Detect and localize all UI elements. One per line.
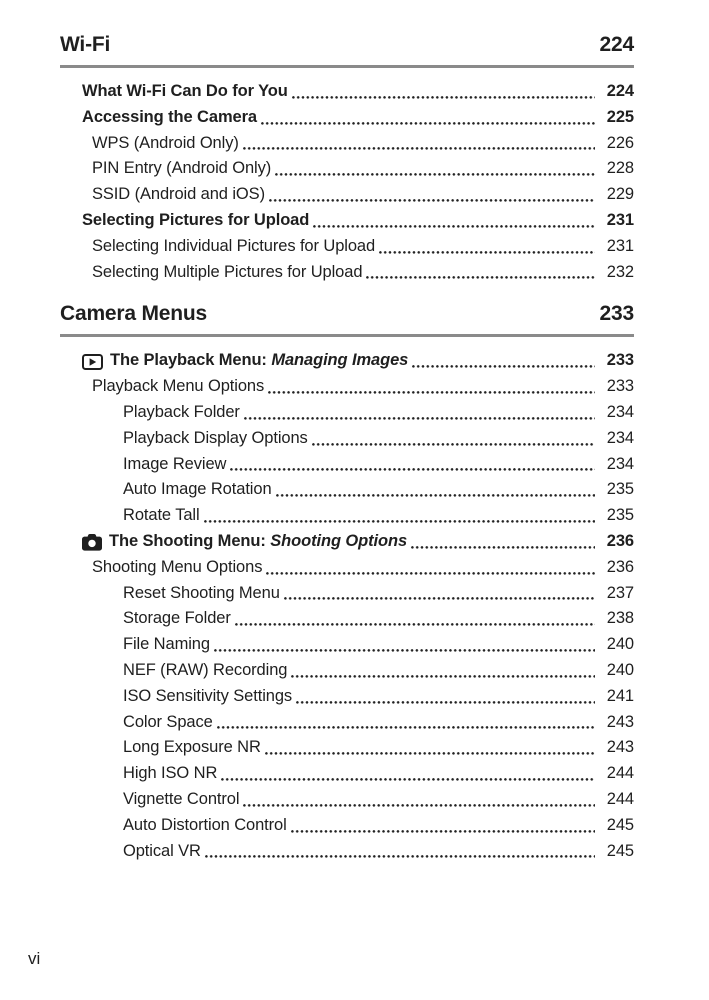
dot-leader — [268, 391, 595, 394]
dot-leader — [266, 572, 595, 575]
toc-entry-label: Selecting Multiple Pictures for Upload — [92, 262, 363, 281]
toc-entry-selecting-individual-pictures-for-upload[interactable] — [60, 234, 634, 260]
toc-entry-nef-raw-recording[interactable] — [60, 658, 634, 684]
toc-entry-color-space[interactable] — [60, 710, 634, 736]
toc-entry-the-playback-menu[interactable] — [60, 348, 634, 374]
dot-leader — [221, 778, 595, 781]
toc-entry-label: Playback Folder — [123, 402, 240, 421]
dot-leader — [214, 649, 595, 652]
section-page-number: 224 — [599, 33, 634, 56]
toc-entry-page-number: 235 — [606, 480, 634, 499]
toc-entry-page-number: 234 — [606, 428, 634, 447]
toc-entry-page-number: 233 — [606, 351, 634, 370]
toc-entry-long-exposure-nr[interactable] — [60, 735, 634, 761]
dot-leader — [243, 147, 595, 150]
toc-entry-label: File Naming — [123, 635, 210, 654]
toc-entry-label: PIN Entry (Android Only) — [92, 159, 272, 178]
toc-entry-label: The Shooting Menu: — [109, 531, 271, 550]
toc-entry-page-number: 245 — [606, 841, 634, 860]
toc-entry-playback-folder[interactable] — [60, 400, 634, 426]
toc-entry-page-number: 240 — [606, 635, 634, 654]
toc-entry-accessing-the-camera[interactable] — [60, 105, 634, 131]
toc-entry-page-number: 232 — [606, 262, 634, 281]
toc-entry-label: Playback Display Options — [123, 428, 308, 447]
dot-leader — [291, 675, 595, 678]
toc-entry-page-number: 240 — [606, 660, 634, 679]
section-page-number: 233 — [599, 302, 634, 326]
dot-leader — [284, 597, 595, 600]
toc-entry-shooting-menu-options[interactable] — [60, 555, 634, 581]
toc-entry-file-naming[interactable] — [60, 632, 634, 658]
toc-entry-label: Selecting Individual Pictures for Upload — [92, 236, 376, 255]
toc-entry-label: Auto Image Rotation — [123, 480, 272, 499]
toc-entry-page-number: 234 — [606, 454, 634, 473]
toc-entry-page-number: 224 — [606, 82, 634, 100]
toc-entry-page-number: 245 — [606, 815, 634, 834]
toc-entry-label: NEF (RAW) Recording — [123, 660, 288, 679]
toc-entry-label: Optical VR — [123, 841, 201, 860]
toc-entry-page-number: 244 — [606, 764, 634, 783]
toc-entry-page-number: 243 — [606, 738, 634, 757]
toc-entry-what-wi-fi-can-do-for-you[interactable] — [60, 79, 634, 105]
dot-leader — [412, 365, 595, 368]
camera-icon — [82, 534, 102, 551]
toc-entry-label: Color Space — [123, 712, 213, 731]
dot-leader — [275, 173, 595, 176]
toc-entry-label: High ISO NR — [123, 764, 218, 783]
toc-entry-page-number: 238 — [606, 609, 634, 628]
toc-entry-label: Storage Folder — [123, 609, 231, 628]
toc-entry-page-number: 231 — [606, 236, 634, 255]
toc-entry-playback-menu-options[interactable] — [60, 374, 634, 400]
section-rule — [60, 334, 634, 337]
dot-leader — [243, 804, 595, 807]
toc-entry-optical-vr[interactable] — [60, 839, 634, 865]
toc-entry-page-number: 243 — [606, 712, 634, 731]
toc-entry-label: Reset Shooting Menu — [123, 583, 280, 602]
playback-icon — [82, 354, 103, 370]
toc-entry-label: Playback Menu Options — [92, 377, 265, 396]
dot-leader — [269, 199, 595, 202]
toc-entry-vignette-control[interactable] — [60, 787, 634, 813]
toc-entry-label: Vignette Control — [123, 789, 240, 808]
toc-entry-label: Accessing the Camera — [82, 107, 257, 126]
dot-leader — [235, 623, 595, 626]
dot-leader — [313, 225, 595, 228]
dot-leader — [292, 96, 595, 99]
toc-page — [60, 30, 634, 864]
toc-entry-page-number: 225 — [606, 107, 634, 126]
toc-entry-page-number: 235 — [606, 506, 634, 525]
section-rule — [60, 65, 634, 68]
page-number-label: vi — [28, 949, 41, 968]
toc-entry-pin-entry-android-only[interactable] — [60, 156, 634, 182]
toc-entry-label: Shooting Menu Options — [92, 557, 263, 576]
toc-entry-page-number: 234 — [606, 402, 634, 421]
dot-leader — [230, 468, 595, 471]
toc-entry-label: What Wi-Fi Can Do for You — [82, 82, 288, 100]
toc-entry-label: Long Exposure NR — [123, 738, 261, 757]
dot-leader — [265, 752, 595, 755]
section-title: Wi-Fi — [60, 33, 111, 56]
toc-entry-rotate-tall[interactable] — [60, 503, 634, 529]
toc-entry-ssid-android-and-ios[interactable] — [60, 182, 634, 208]
toc-entry-page-number: 236 — [606, 557, 634, 576]
toc-entry-label: The Playback Menu: — [110, 351, 272, 370]
toc-entry-selecting-multiple-pictures-for-upload[interactable] — [60, 260, 634, 286]
dot-leader — [217, 726, 595, 729]
dot-leader — [291, 830, 595, 833]
toc-entry-playback-display-options[interactable] — [60, 426, 634, 452]
toc-entry-reset-shooting-menu[interactable] — [60, 581, 634, 607]
toc-entry-wps-android-only[interactable] — [60, 131, 634, 157]
toc-entry-page-number: 226 — [606, 133, 634, 152]
dot-leader — [296, 701, 595, 704]
toc-entry-iso-sensitivity-settings[interactable] — [60, 684, 634, 710]
section-title: Camera Menus — [60, 302, 207, 326]
toc-entry-label: WPS (Android Only) — [92, 133, 239, 152]
toc-entry-storage-folder[interactable] — [60, 606, 634, 632]
toc-entry-page-number: 237 — [606, 583, 634, 602]
dot-leader — [261, 122, 595, 125]
dot-leader — [366, 276, 595, 279]
dot-leader — [244, 417, 595, 420]
toc-entry-label: Selecting Pictures for Upload — [82, 210, 310, 229]
dot-leader — [205, 855, 595, 858]
toc-entry-the-shooting-menu[interactable] — [60, 529, 634, 555]
toc-entry-page-number: 229 — [606, 185, 634, 204]
toc-entry-image-review[interactable] — [60, 452, 634, 478]
section-header[interactable] — [60, 299, 634, 329]
toc-section-camera-menus — [60, 299, 634, 864]
dot-leader — [379, 251, 595, 254]
toc-section-wi-fi — [60, 30, 634, 285]
dot-leader — [411, 546, 595, 549]
toc-entry-page-number: 236 — [606, 531, 634, 550]
toc-entry-page-number: 228 — [606, 159, 634, 178]
toc-entry-high-iso-nr[interactable] — [60, 761, 634, 787]
toc-entry-label: ISO Sensitivity Settings — [123, 686, 293, 705]
dot-leader — [204, 520, 595, 523]
toc-entry-label: Rotate Tall — [123, 506, 200, 525]
dot-leader — [276, 494, 595, 497]
toc-entry-page-number: 241 — [606, 686, 634, 705]
toc-sections — [60, 30, 634, 864]
toc-entry-selecting-pictures-for-upload[interactable] — [60, 208, 634, 234]
toc-entry-page-number: 231 — [606, 210, 634, 229]
toc-entry-label: Auto Distortion Control — [123, 815, 287, 834]
toc-entry-label-italic: Shooting Options — [270, 531, 408, 550]
page-footer — [28, 948, 40, 970]
toc-entry-auto-distortion-control[interactable] — [60, 813, 634, 839]
toc-entry-label: SSID (Android and iOS) — [92, 185, 265, 204]
toc-entry-page-number: 244 — [606, 789, 634, 808]
toc-entry-label: Image Review — [123, 454, 227, 473]
toc-entry-auto-image-rotation[interactable] — [60, 477, 634, 503]
dot-leader — [312, 443, 595, 446]
toc-entry-page-number: 233 — [606, 377, 634, 396]
section-header[interactable] — [60, 30, 634, 60]
toc-entry-label-italic: Managing Images — [271, 351, 409, 370]
